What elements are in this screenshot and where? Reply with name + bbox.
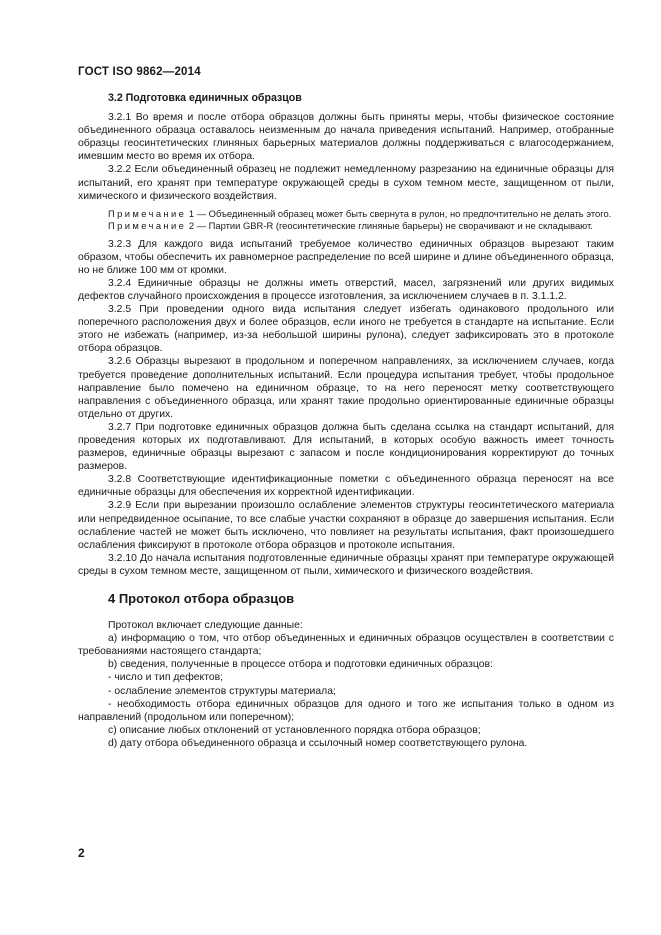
note-1-label: Примечание <box>108 207 187 219</box>
list-item: d) дату отбора объединенного образца и ссылочный номер соответствующего рулона. <box>108 737 528 749</box>
paragraph-3-2-2: 3.2.2 Если объединенный образец не подлежит немедленному разрезанию на единичные образцы для испытаний, его хранят при температуре окружающей среды в сухом темном месте, защищенном от пыли, химического и физического воздействия. <box>78 164 614 202</box>
section-4-heading: 4 Протокол отбора образцов <box>108 591 295 606</box>
list-item: b) сведения, полученные в процессе отбора и подготовки единичных образцов: <box>108 659 493 671</box>
list-item: - ослабление элементов структуры материала; <box>108 685 336 697</box>
paragraph-3-2-4: 3.2.4 Единичные образцы не должны иметь отверстий, масел, загрязнений или других видимых дефектов случайного происхождения в процессе изготовления, за исключением случаев в п. 3.1.1.2. <box>78 277 614 302</box>
section-3-2-heading: 3.2 Подготовка единичных образцов <box>108 92 302 104</box>
page-content <box>78 92 614 750</box>
standard-header: ГОСТ ISO 9862—2014 <box>78 66 201 78</box>
list-item: - число и тип дефектов; <box>108 672 224 684</box>
paragraph-3-2-9: 3.2.9 Если при вырезании произошло ослабление элементов структуры геосинтетического материала или непредвиденное осыпание, то все слабые участки сохраняют в образце до завершения испытания. Если ослабление частей не может быть исключено, что повлияет на результаты испытания, факт произошедшего ослабления фиксируют в протоколе отбора образцов и протоколе испытания. <box>78 500 614 551</box>
paragraph-3-2-7: 3.2.7 При подготовке единичных образцов должна быть сделана ссылка на стандарт испытаний, для проведения которых их подготавливают. Для испытаний, в которых особую важность имеет точность размеров, единичные образцы вырезают с запасом и после кондиционирования корректируют до точных размеров. <box>78 421 614 473</box>
list-item: а) информацию о том, что отбор объединенных и единичных образцов осуществлен в соответствии с требованиями настоящего стандарта; <box>78 633 614 658</box>
list-item: - необходимость отбора единичных образцов для одного и того же испытания только в одном из направлений (продольном или поперечном); <box>78 698 614 723</box>
note-1 <box>78 208 614 220</box>
paragraph-3-2-1: 3.2.1 Во время и после отбора образцов должны быть приняты меры, чтобы физическое состояние объединенного образца оставалось неизменным до начала приведения испытаний. Например, отобранные образцы геосинтетических глиняных барьерных материалов должны поддерживаться с влагосодержанием, имевшим место во время их отбора. <box>78 112 614 163</box>
page-number: 2 <box>78 846 85 860</box>
note-1-text: 1 — Объединенный образец может быть свернута в рулон, но предпочтительно не делать этого. <box>188 207 612 219</box>
paragraph-3-2-6: 3.2.6 Образцы вырезают в продольном и поперечном направлениях, за исключением случаев, когда требуется проведение дополнительных испытаний. Если процедура испытания требует, чтобы продольное направление было помечено на единичном образце, то на него переносят метку соответствующего направления с объединенного образца, или хранят такие продольно ориентированные единичные образцы отдельно от других. <box>78 356 614 420</box>
note-2 <box>78 220 614 232</box>
paragraph-3-2-3: 3.2.3 Для каждого вида испытаний требуемое количество единичных образцов вырезают таким образом, чтобы обеспечить их равномерное распределение по всей ширине и длине объединенного образца, но не ближе 100 мм от кромки. <box>78 238 614 276</box>
note-2-text: 2 — Партии GBR-R (геосинтетические глиняные барьеры) не сворачивают и не складывают. <box>188 220 593 232</box>
paragraph-3-2-8: 3.2.8 Соответствующие идентификационные пометки с объединенного образца переносят на все единичные образцы для обеспечения их корректной идентификации. <box>78 474 614 499</box>
note-2-label: Примечание <box>108 220 187 232</box>
paragraph-3-2-10: 3.2.10 До начала испытания подготовленные единичные образцы хранят при температуре окружающей среды в сухом темном месте, защищенном от пыли, химического и физического воздействия. <box>78 552 614 577</box>
paragraph-3-2-5: 3.2.5 При проведении одного вида испытания следует избегать одинакового продольного или поперечного расположения двух и более образцов, если иного не требуется в стандарте на испытание. Если этого не избежать (например, из-за небольшой ширины рулона), следует зафиксировать это в протоколе отбора образцов. <box>78 304 614 355</box>
section-4-intro: Протокол включает следующие данные: <box>108 620 303 632</box>
list-item: с) описание любых отклонений от установленного порядка отбора образцов; <box>108 724 481 736</box>
